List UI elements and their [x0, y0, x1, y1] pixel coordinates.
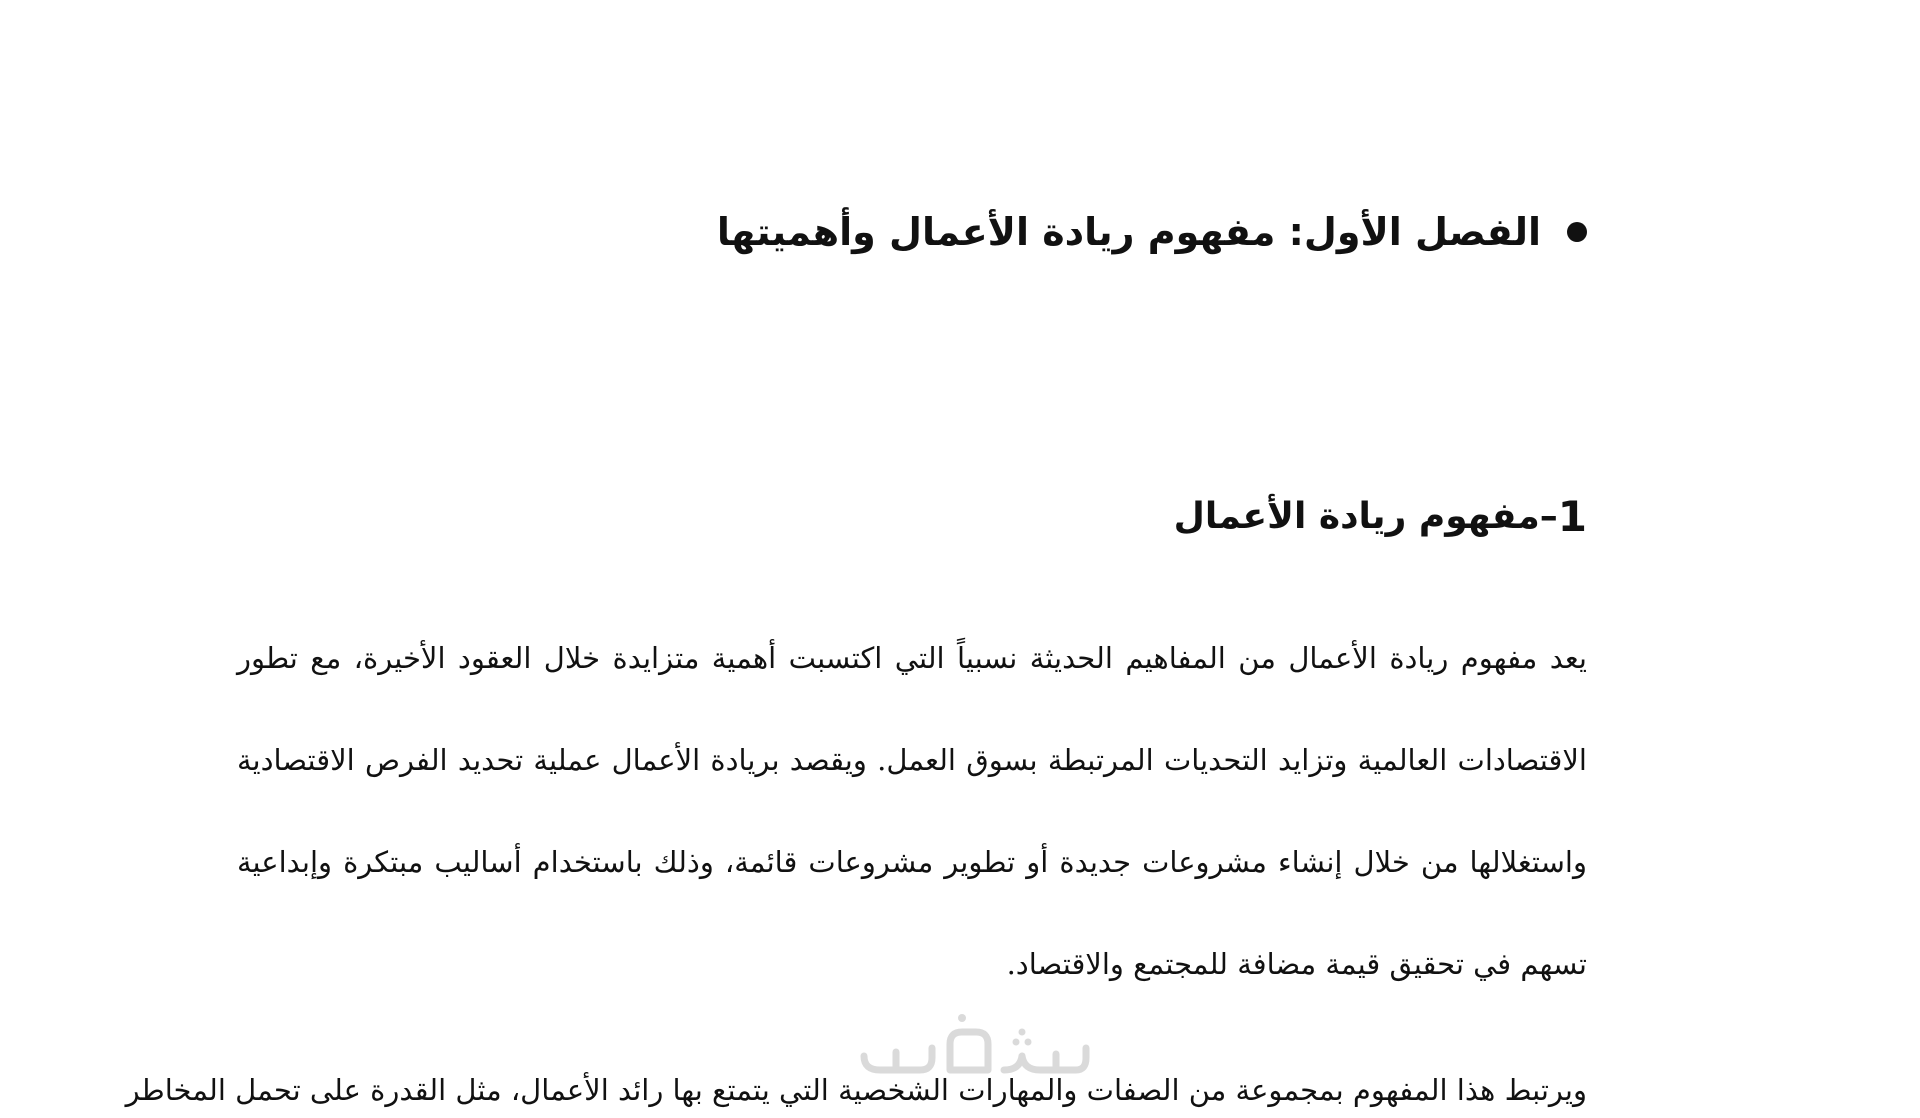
bullet-icon	[1567, 222, 1587, 242]
chapter-heading	[717, 202, 1587, 262]
partial-text-line: ويرتبط هذا المفهوم بمجموعة من الصفات والمهارات الشخصية التي يتمتع بها رائد الأعمال، مثل القدرة على تحمل المخاطر	[125, 1073, 1587, 1107]
paragraph-line: تسهم في تحقيق قيمة مضافة للمجتمع والاقتصاد.	[1006, 947, 1587, 981]
watermark-logo	[850, 1008, 1090, 1080]
section-separator: –	[1539, 495, 1558, 537]
section-title: مفهوم ريادة الأعمال	[1173, 495, 1540, 537]
section-heading	[1174, 488, 1587, 544]
paragraph-line: يعد مفهوم ريادة الأعمال من المفاهيم الحديثة نسبياً التي اكتسبت أهمية متزايدة خلال العقود الأخيرة، مع تطور	[237, 641, 1587, 675]
chapter-title: الفصل الأول: مفهوم ريادة الأعمال وأهميتها	[716, 210, 1541, 254]
paragraph-line: الاقتصادات العالمية وتزايد التحديات المرتبطة بسوق العمل. ويقصد بريادة الأعمال عملية تحديد الفرص الاقتصادية	[237, 743, 1587, 777]
paragraph-line: واستغلالها من خلال إنشاء مشروعات جديدة أو تطوير مشروعات قائمة، وذلك باستخدام أساليب مبتكرة وإبداعية	[237, 845, 1587, 879]
body-paragraph	[237, 630, 1587, 1038]
section-number: 1	[1557, 491, 1587, 541]
